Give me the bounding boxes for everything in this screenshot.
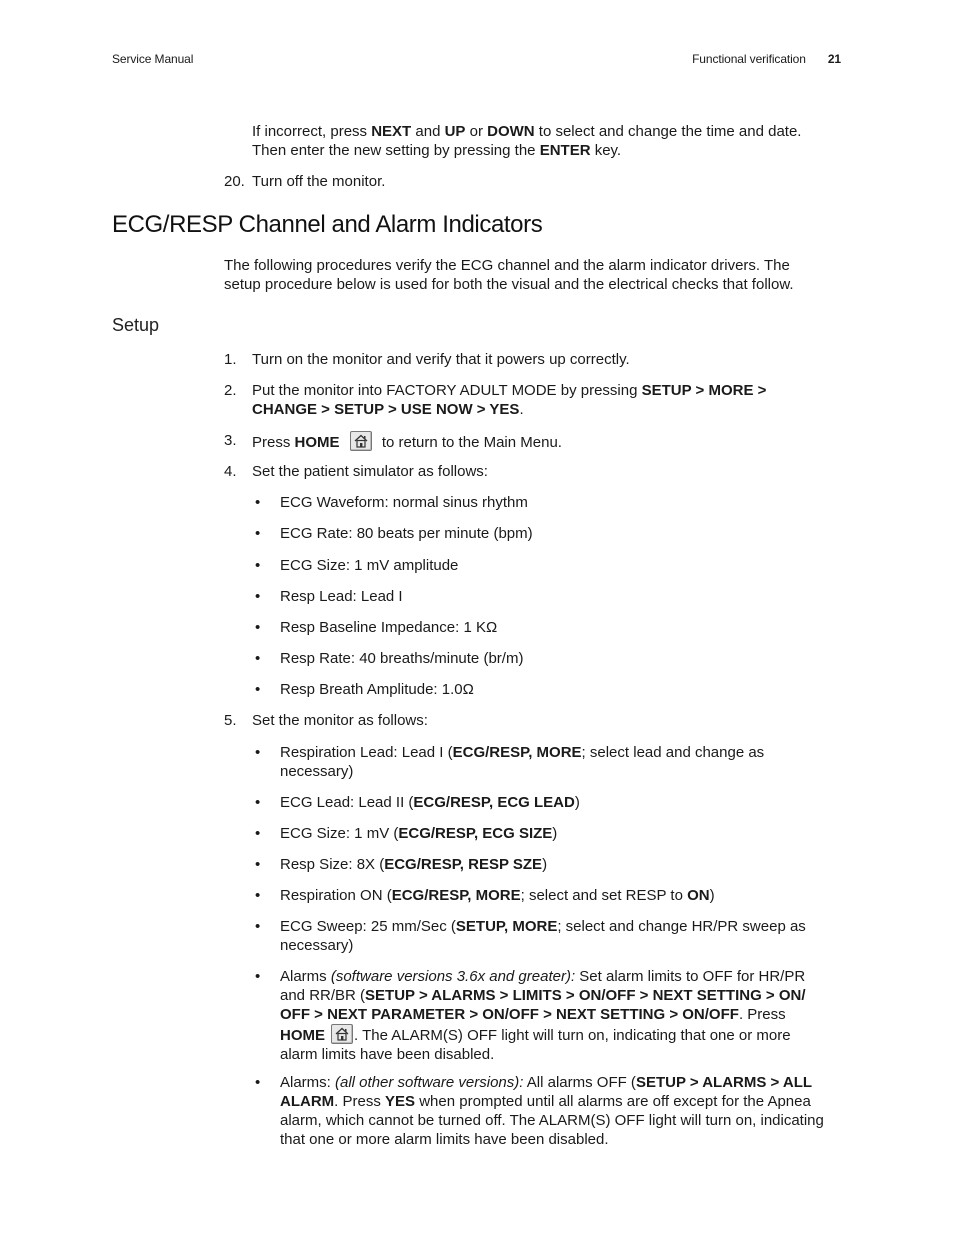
key-down: DOWN [487,123,535,140]
list-item: Resp Rate: 40 breaths/minute (br/m) [280,650,524,667]
home-icon [331,1024,353,1044]
list-item [280,967,842,1064]
step-number: 3. [224,432,237,449]
bullet: • [255,744,261,761]
header-manual-title: Service Manual [112,52,194,66]
list-item: ECG Rate: 80 beats per minute (bpm) [280,525,533,542]
text: If incorrect, press [252,123,372,140]
menu-path: SETUP > MORE > [641,382,767,399]
text: Set alarm limits to OFF for HR/PR [575,968,806,985]
menu-path: ALARM [280,1093,335,1110]
bullet: • [255,1074,261,1091]
text: Press [252,434,295,451]
step-number: 2. [224,382,237,399]
step-text [252,381,842,419]
text: ECG Lead: Lead II ( [280,794,414,811]
list-item [280,917,842,955]
list-item [280,743,842,781]
list-item [280,824,842,843]
home-icon [350,431,372,451]
text: and RR/BR ( [280,987,366,1004]
text: Put the monitor into FACTORY ADULT MODE by pressing [252,382,642,399]
bullet: • [255,588,261,605]
text: . [519,401,524,418]
bullet: • [255,557,261,574]
bullet: • [255,968,261,985]
section-title: ECG/RESP Channel and Alarm Indicators [112,211,543,238]
list-item [280,855,842,874]
menu-path: ECG/RESP, ECG LEAD [413,794,575,811]
bullet: • [255,494,261,511]
text: ) [552,825,558,842]
bullet: • [255,650,261,667]
step-text: Set the monitor as follows: [252,712,428,729]
text: ; select lead and change as [581,744,765,761]
list-item [280,1073,842,1149]
text: . The ALARM(S) OFF light will turn on, indicating that one or more [354,1027,791,1044]
menu-path: OFF > NEXT PARAMETER > ON/OFF > NEXT SETTING > ON/OFF [280,1006,739,1023]
step-number: 4. [224,463,237,480]
step-text [252,431,842,452]
list-item: Resp Lead: Lead I [280,588,403,605]
menu-path: ECG/RESP, MORE [391,887,521,904]
list-item: Resp Breath Amplitude: 1.0Ω [280,681,474,698]
text: The following procedures verify the ECG channel and the alarm indicator drivers. The [224,257,790,274]
text: and [411,123,445,140]
bullet: • [255,794,261,811]
list-item: ECG Waveform: normal sinus rhythm [280,494,528,511]
text: that one or more alarm limits have been disabled. [280,1131,609,1148]
menu-path: SETUP > ALARMS > LIMITS > ON/OFF > NEXT SETTING > ON/ [365,987,806,1004]
step-number: 20. [224,173,245,190]
step-text: Set the patient simulator as follows: [252,463,488,480]
text: necessary) [280,937,354,954]
bullet: • [255,681,261,698]
text: to select and change the time and date. [534,123,802,140]
text: Alarms: [280,1074,336,1091]
intro-paragraph [252,122,852,160]
text: ECG Size: 1 mV ( [280,825,399,842]
bullet: • [255,619,261,636]
header-section [692,52,841,66]
list-item [280,886,842,905]
text: alarm limits have been disabled. [280,1046,495,1063]
list-item [280,793,842,812]
text: ; select and set RESP to [520,887,688,904]
text: necessary) [280,763,354,780]
version-note: (all other software versions): [335,1074,524,1091]
text: ; select and change HR/PR sweep as [557,918,806,935]
text: ) [709,887,715,904]
text: . Press [738,1006,786,1023]
section-description [224,256,844,294]
step-text: Turn on the monitor and verify that it powers up correctly. [252,351,630,368]
text: ECG Sweep: 25 mm/Sec ( [280,918,456,935]
step-text: Turn off the monitor. [252,173,386,190]
text: Respiration ON ( [280,887,392,904]
menu-path: ECG/RESP, ECG SIZE [398,825,553,842]
text: alarm, which cannot be turned off. The ALARM(S) OFF light will turn on, indicating [280,1112,824,1129]
list-item: ECG Size: 1 mV amplitude [280,557,459,574]
text: setup procedure below is used for both the visual and the electrical checks that follow. [224,276,794,293]
menu-path: ECG/RESP, MORE [452,744,582,761]
key-next: NEXT [371,123,412,140]
key-home: HOME [280,1027,325,1044]
bullet: • [255,525,261,542]
bullet: • [255,856,261,873]
bullet: • [255,887,261,904]
text: . Press [334,1093,386,1110]
list-item: Resp Baseline Impedance: 1 KΩ [280,619,498,636]
key-up: UP [444,123,466,140]
key-enter: ENTER [539,142,591,159]
key-home: HOME [294,434,340,451]
text: or [465,123,488,140]
step-number: 5. [224,712,237,729]
version-note: (software versions 3.6x and greater): [330,968,576,985]
text: to return to the Main Menu. [377,434,562,451]
text: All alarms OFF ( [523,1074,636,1091]
subheading-setup: Setup [112,315,160,335]
page-number: 21 [827,52,841,66]
menu-path: ECG/RESP, RESP SZE [384,856,543,873]
menu-path: SETUP > ALARMS > ALL [635,1074,813,1091]
text: when prompted until all alarms are off except for the Apnea [415,1093,811,1110]
bullet: • [255,918,261,935]
key-yes: YES [385,1093,416,1110]
text: key. [590,142,622,159]
bullet: • [255,825,261,842]
header-section-title: Functional verification [692,52,806,66]
menu-path: SETUP, MORE [455,918,558,935]
step-number: 1. [224,351,237,368]
text: ) [542,856,548,873]
text: Respiration Lead: Lead I ( [280,744,453,761]
text: Alarms [280,968,331,985]
menu-path: CHANGE > SETUP > USE NOW > YES [252,401,520,418]
text: Resp Size: 8X ( [280,856,385,873]
text: Then enter the new setting by pressing the [252,142,540,159]
setting-value: ON [687,887,710,904]
text: ) [574,794,580,811]
